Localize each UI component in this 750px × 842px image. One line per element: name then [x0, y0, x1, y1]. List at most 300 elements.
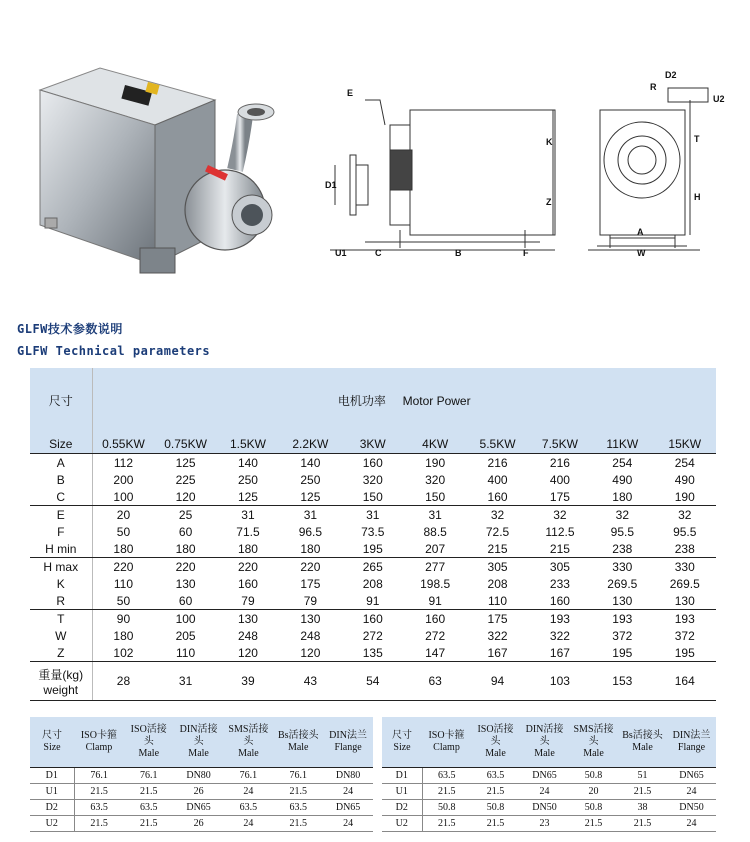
spec-cell: 269.5 — [669, 576, 700, 591]
conn-header-line: Male — [138, 748, 160, 759]
conn-cell: 24 — [667, 816, 716, 832]
conn-header-line: 尺寸 — [392, 730, 412, 741]
spec-row — [30, 610, 716, 628]
conn-row — [382, 800, 716, 816]
conn-row — [382, 784, 716, 800]
heading-chinese: GLFW技术参数说明 — [17, 322, 123, 336]
spec-cell: 110 — [154, 644, 216, 662]
conn-cell: 21.5 — [74, 784, 124, 800]
spec-cell: 103 — [529, 662, 591, 701]
conn-cell: 20 — [569, 784, 618, 800]
conn-row-label: D2 — [30, 800, 74, 816]
power-header-cell: 15KW — [654, 432, 716, 454]
spec-row-label: A — [30, 454, 92, 472]
conn-header-line: Flange — [677, 742, 706, 753]
label-E: E — [347, 88, 354, 98]
conn-cell: 24 — [520, 784, 569, 800]
conn-cell: 50.8 — [569, 768, 618, 784]
conn-cell: 76.1 — [74, 768, 124, 784]
conn-header-line: Male — [188, 748, 209, 759]
conn-header-line: Flange — [334, 742, 362, 753]
conn-header-line: Size — [43, 742, 61, 753]
spec-cell: 60 — [154, 592, 216, 610]
spec-cell: 254 — [674, 455, 695, 470]
spec-cell: 125 — [279, 488, 341, 506]
conn-header-cell — [520, 717, 569, 768]
spec-cell: 208 — [487, 576, 508, 591]
conn-row-label: U1 — [30, 784, 74, 800]
spec-cell: 490 — [674, 472, 695, 487]
conn-cell: 76.1 — [223, 768, 273, 784]
conn-header-line: 头 — [490, 736, 501, 747]
conn-row-label: D2 — [382, 800, 422, 816]
spec-cell: 31 — [154, 662, 216, 701]
spec-cell: 164 — [654, 662, 716, 701]
spec-cell: 208 — [362, 576, 383, 591]
spec-cell: 160 — [529, 592, 591, 610]
spec-cell: 32 — [678, 507, 692, 522]
conn-cell: 21.5 — [124, 784, 174, 800]
spec-cell: 130 — [175, 576, 196, 591]
conn-row — [30, 768, 373, 784]
spec-cell: 95.5 — [610, 524, 634, 539]
spec-row — [30, 540, 716, 558]
spec-cell: 216 — [487, 455, 508, 470]
spec-cell: 102 — [92, 644, 154, 662]
label-F: F — [523, 248, 529, 258]
conn-row — [30, 816, 373, 832]
spec-row-label: B — [30, 471, 92, 488]
weight-label-en: weight — [43, 682, 79, 697]
spec-cell: 32 — [490, 507, 505, 522]
label-U2: U2 — [713, 94, 725, 104]
spec-cell: 94 — [466, 662, 528, 701]
conn-row-label: U2 — [382, 816, 422, 832]
conn-cell: 21.5 — [618, 784, 667, 800]
power-label-cn: 电机功率 — [337, 393, 386, 408]
spec-cell: 195 — [654, 644, 716, 662]
conn-header-line: SMS活接 — [573, 724, 614, 735]
spec-cell: 63 — [404, 662, 466, 701]
conn-cell: 63.5 — [422, 768, 471, 784]
conn-cell: 21.5 — [273, 784, 323, 800]
spec-cell: 272 — [425, 628, 446, 643]
spec-cell: 160 — [466, 488, 528, 506]
spec-cell: 28 — [92, 662, 154, 701]
conn-cell: DN65 — [174, 800, 224, 816]
spec-cell: 265 — [362, 559, 383, 574]
conn-row-label: U1 — [382, 784, 422, 800]
conn-header-line: 尺寸 — [42, 730, 62, 741]
conn-cell: 63.5 — [74, 800, 124, 816]
spec-cell: 277 — [425, 559, 446, 574]
spec-cell: 248 — [300, 628, 321, 643]
spec-cell: 112.5 — [545, 524, 575, 539]
conn-header-cell — [223, 717, 273, 768]
spec-cell: 233 — [549, 576, 570, 591]
conn-header-line: ISO活接 — [477, 724, 514, 735]
conn-header-line: 头 — [539, 736, 550, 747]
spec-cell: 120 — [217, 644, 279, 662]
conn-cell: DN65 — [520, 768, 569, 784]
power-header-cell: 4KW — [404, 432, 466, 454]
spec-cell: 60 — [178, 524, 193, 539]
spec-cell: 180 — [154, 540, 216, 558]
spec-cell: 39 — [217, 662, 279, 701]
conn-cell: 24 — [223, 816, 273, 832]
spec-cell: 79 — [279, 592, 341, 610]
conn-cell: 21.5 — [569, 816, 618, 832]
conn-header-line: 头 — [588, 736, 599, 747]
conn-row-label: U2 — [30, 816, 74, 832]
spec-row — [30, 575, 716, 592]
conn-cell: 21.5 — [74, 816, 124, 832]
spec-cell: 400 — [487, 472, 508, 487]
motor-power-table — [30, 368, 716, 701]
conn-cell: 21.5 — [618, 816, 667, 832]
pump-photo — [30, 60, 290, 285]
conn-header-line: SMS活接 — [228, 724, 269, 735]
label-A: A — [637, 227, 644, 237]
spec-cell: 305 — [487, 559, 508, 574]
spec-cell: 31 — [241, 507, 255, 522]
spec-row — [30, 592, 716, 610]
conn-header-cell — [124, 717, 174, 768]
conn-header-cell — [471, 717, 520, 768]
conn-cell: DN65 — [323, 800, 373, 816]
conn-cell: 50.8 — [569, 800, 618, 816]
conn-header-cell — [667, 717, 716, 768]
conn-header-line: Male — [534, 748, 555, 759]
spec-cell: 180 — [591, 488, 653, 506]
spec-cell: 180 — [92, 540, 154, 558]
connection-table-left — [30, 717, 373, 832]
spec-cell: 20 — [116, 507, 131, 522]
spec-cell: 250 — [237, 472, 258, 487]
conn-cell: 26 — [174, 784, 224, 800]
spec-cell: 73.5 — [361, 524, 385, 539]
conn-header-line: 头 — [143, 736, 154, 747]
spec-cell: 25 — [178, 507, 193, 522]
conn-cell: DN50 — [520, 800, 569, 816]
spec-cell: 195 — [342, 540, 404, 558]
spec-cell: 220 — [300, 559, 321, 574]
spec-cell: 190 — [425, 455, 446, 470]
spec-cell: 322 — [487, 628, 508, 643]
label-Z: Z — [546, 197, 552, 207]
spec-row — [30, 558, 716, 576]
spec-row — [30, 644, 716, 662]
spec-row-label: Z — [30, 644, 92, 662]
conn-cell: 24 — [667, 784, 716, 800]
spec-cell: 160 — [425, 611, 446, 626]
spec-cell: 125 — [217, 488, 279, 506]
conn-cell: DN80 — [174, 768, 224, 784]
conn-header-line: DIN法兰 — [672, 730, 711, 741]
spec-cell: 238 — [654, 540, 716, 558]
conn-row — [30, 800, 373, 816]
spec-cell: 198.5 — [420, 576, 451, 591]
spec-row-label: T — [30, 610, 92, 628]
spec-cell: 272 — [362, 628, 383, 643]
conn-header-line: ISO卡箍 — [80, 730, 117, 741]
power-header-cell: 5.5KW — [466, 432, 528, 454]
label-U1: U1 — [335, 248, 347, 258]
spec-row — [30, 627, 716, 644]
conn-header-line: Male — [632, 742, 653, 753]
power-header-cell: 0.75KW — [154, 432, 216, 454]
label-B: B — [455, 248, 462, 258]
conn-header-line: DIN法兰 — [329, 730, 367, 741]
conn-cell: 50.8 — [422, 800, 471, 816]
conn-cell: DN65 — [667, 768, 716, 784]
spec-cell: 220 — [113, 559, 134, 574]
conn-header-cell — [382, 717, 422, 768]
spec-cell: 130 — [237, 611, 258, 626]
spec-cell: 200 — [113, 472, 134, 487]
conn-header-cell — [323, 717, 373, 768]
conn-cell: 21.5 — [471, 784, 520, 800]
spec-row-label — [30, 662, 92, 701]
spec-row — [30, 488, 716, 506]
label-T: T — [694, 134, 700, 144]
conn-row — [382, 816, 716, 832]
spec-cell: 135 — [342, 644, 404, 662]
spec-cell: 160 — [237, 576, 258, 591]
conn-header-cell — [618, 717, 667, 768]
spec-row-label: H min — [30, 540, 92, 558]
spec-row-label: W — [30, 627, 92, 644]
conn-cell: 21.5 — [422, 784, 471, 800]
spec-row-label: C — [30, 488, 92, 506]
power-header-cell: 0.55KW — [92, 432, 154, 454]
conn-header-line: Clamp — [85, 742, 113, 753]
spec-cell: 100 — [92, 488, 154, 506]
spec-row-label: F — [30, 523, 92, 540]
conn-header-cell — [422, 717, 471, 768]
size-label-en: Size — [49, 437, 73, 451]
conn-header-line: Male — [238, 748, 259, 759]
conn-cell: 63.5 — [124, 800, 174, 816]
spec-row-label: E — [30, 506, 92, 524]
spec-row-label: R — [30, 592, 92, 610]
power-label-en: Motor Power — [402, 393, 471, 408]
spec-cell: 195 — [591, 644, 653, 662]
conn-cell: 21.5 — [422, 816, 471, 832]
spec-cell: 250 — [300, 472, 321, 487]
spec-cell: 95.5 — [673, 524, 697, 539]
spec-cell: 150 — [404, 488, 466, 506]
spec-cell: 225 — [175, 472, 196, 487]
spec-cell: 91 — [342, 592, 404, 610]
conn-cell: DN80 — [323, 768, 373, 784]
spec-cell: 254 — [612, 455, 633, 470]
conn-header-cell — [174, 717, 224, 768]
spec-cell: 167 — [529, 644, 591, 662]
conn-cell: 51 — [618, 768, 667, 784]
conn-cell: 24 — [323, 784, 373, 800]
spec-cell: 160 — [362, 455, 383, 470]
conn-header-line: Bs活接头 — [277, 730, 319, 741]
spec-cell: 180 — [113, 628, 134, 643]
connection-table-right — [382, 717, 716, 832]
spec-cell: 130 — [591, 592, 653, 610]
spec-cell: 269.5 — [607, 576, 638, 591]
conn-header-cell — [273, 717, 323, 768]
spec-cell: 220 — [175, 559, 196, 574]
spec-cell: 110 — [466, 592, 528, 610]
conn-header-cell — [569, 717, 618, 768]
conn-cell: 24 — [323, 816, 373, 832]
spec-cell: 120 — [279, 644, 341, 662]
spec-cell: 193 — [549, 611, 570, 626]
spec-cell: 175 — [487, 611, 508, 626]
power-header-cell: 2.2KW — [279, 432, 341, 454]
spec-cell: 205 — [175, 628, 196, 643]
conn-row-label: D1 — [30, 768, 74, 784]
spec-cell: 96.5 — [298, 524, 323, 539]
label-K: K — [546, 137, 553, 147]
conn-cell: 23 — [520, 816, 569, 832]
spec-row — [30, 662, 716, 701]
spec-cell: 112 — [113, 455, 134, 470]
spec-cell: 110 — [113, 576, 134, 591]
conn-header-line: ISO卡箍 — [428, 730, 465, 741]
conn-header-line: Male — [485, 748, 506, 759]
spec-cell: 150 — [342, 488, 404, 506]
conn-cell: 26 — [174, 816, 224, 832]
spec-cell: 120 — [154, 488, 216, 506]
spec-row-label: H max — [30, 558, 92, 576]
spec-cell: 215 — [529, 540, 591, 558]
spec-cell: 43 — [279, 662, 341, 701]
conn-cell: 63.5 — [471, 768, 520, 784]
spec-cell: 140 — [300, 455, 321, 470]
spec-cell: 248 — [237, 628, 258, 643]
conn-header-line: 头 — [193, 736, 204, 747]
spec-cell: 320 — [425, 472, 446, 487]
spec-row — [30, 506, 716, 524]
spec-cell: 175 — [529, 488, 591, 506]
label-D1: D1 — [325, 180, 337, 190]
conn-header-line: Size — [393, 742, 411, 753]
spec-cell: 167 — [466, 644, 528, 662]
conn-header-line: DIN活接 — [179, 724, 218, 735]
spec-cell: 32 — [615, 507, 629, 522]
conn-header-line: Male — [287, 742, 309, 753]
conn-header-line: Male — [583, 748, 604, 759]
power-header-cell: 1.5KW — [217, 432, 279, 454]
spec-cell: 216 — [549, 455, 570, 470]
spec-cell: 193 — [612, 611, 633, 626]
spec-cell: 71.5 — [236, 524, 260, 539]
spec-cell: 305 — [549, 559, 570, 574]
conn-cell: 38 — [618, 800, 667, 816]
spec-cell: 100 — [175, 611, 196, 626]
spec-cell: 400 — [549, 472, 570, 487]
conn-cell: 63.5 — [273, 800, 323, 816]
spec-cell: 180 — [279, 540, 341, 558]
spec-cell: 215 — [466, 540, 528, 558]
spec-cell: 31 — [428, 507, 442, 522]
conn-header-cell — [74, 717, 124, 768]
size-label-cn: 尺寸 — [48, 393, 73, 408]
spec-cell: 372 — [674, 628, 695, 643]
spec-cell: 79 — [217, 592, 279, 610]
conn-header-line: 头 — [243, 736, 254, 747]
conn-header-line: DIN活接 — [525, 724, 564, 735]
label-H: H — [694, 192, 701, 202]
conn-row-label: D1 — [382, 768, 422, 784]
power-header-cell: 7.5KW — [529, 432, 591, 454]
spec-cell: 160 — [362, 611, 383, 626]
conn-header-cell — [30, 717, 74, 768]
conn-cell: 21.5 — [471, 816, 520, 832]
spec-cell: 238 — [591, 540, 653, 558]
spec-cell: 372 — [612, 628, 633, 643]
spec-cell: 130 — [300, 611, 321, 626]
spec-cell: 147 — [404, 644, 466, 662]
spec-cell: 50 — [116, 524, 131, 539]
spec-cell: 153 — [591, 662, 653, 701]
conn-header-line: ISO活接 — [130, 724, 167, 735]
spec-cell: 90 — [116, 611, 131, 626]
conn-cell: 21.5 — [273, 816, 323, 832]
spec-cell: 175 — [300, 576, 321, 591]
spec-cell: 193 — [674, 611, 695, 626]
conn-cell: 63.5 — [223, 800, 273, 816]
spec-cell: 130 — [654, 592, 716, 610]
spec-cell: 54 — [342, 662, 404, 701]
power-header-cell: 11KW — [591, 432, 653, 454]
conn-row — [30, 784, 373, 800]
conn-row — [382, 768, 716, 784]
spec-cell: 32 — [553, 507, 567, 522]
spec-cell: 330 — [674, 559, 695, 574]
spec-cell: 490 — [612, 472, 633, 487]
spec-cell: 91 — [404, 592, 466, 610]
spec-cell: 330 — [612, 559, 633, 574]
conn-cell: 76.1 — [273, 768, 323, 784]
spec-cell: 31 — [303, 507, 318, 522]
spec-row-label: K — [30, 575, 92, 592]
label-R: R — [650, 82, 657, 92]
spec-cell: 72.5 — [485, 524, 510, 539]
conn-header-line: Bs活接头 — [622, 730, 663, 741]
spec-cell: 140 — [237, 455, 258, 470]
heading-english: GLFW Technical parameters — [17, 344, 211, 358]
conn-cell: 76.1 — [124, 768, 174, 784]
spec-cell: 322 — [549, 628, 570, 643]
spec-cell: 320 — [362, 472, 383, 487]
spec-cell: 125 — [175, 455, 196, 470]
spec-row — [30, 454, 716, 472]
label-W: W — [637, 248, 646, 258]
conn-header-line: Clamp — [433, 742, 460, 753]
spec-row — [30, 523, 716, 540]
conn-cell: 21.5 — [124, 816, 174, 832]
spec-cell: 50 — [92, 592, 154, 610]
label-C: C — [375, 248, 382, 258]
spec-cell: 220 — [237, 559, 258, 574]
label-D2: D2 — [665, 70, 677, 80]
weight-label-cn: 重量(kg) — [38, 667, 84, 682]
conn-cell: 24 — [223, 784, 273, 800]
spec-cell: 207 — [404, 540, 466, 558]
dimension-drawing — [325, 70, 735, 260]
power-header-cell: 3KW — [342, 432, 404, 454]
conn-cell: DN50 — [667, 800, 716, 816]
